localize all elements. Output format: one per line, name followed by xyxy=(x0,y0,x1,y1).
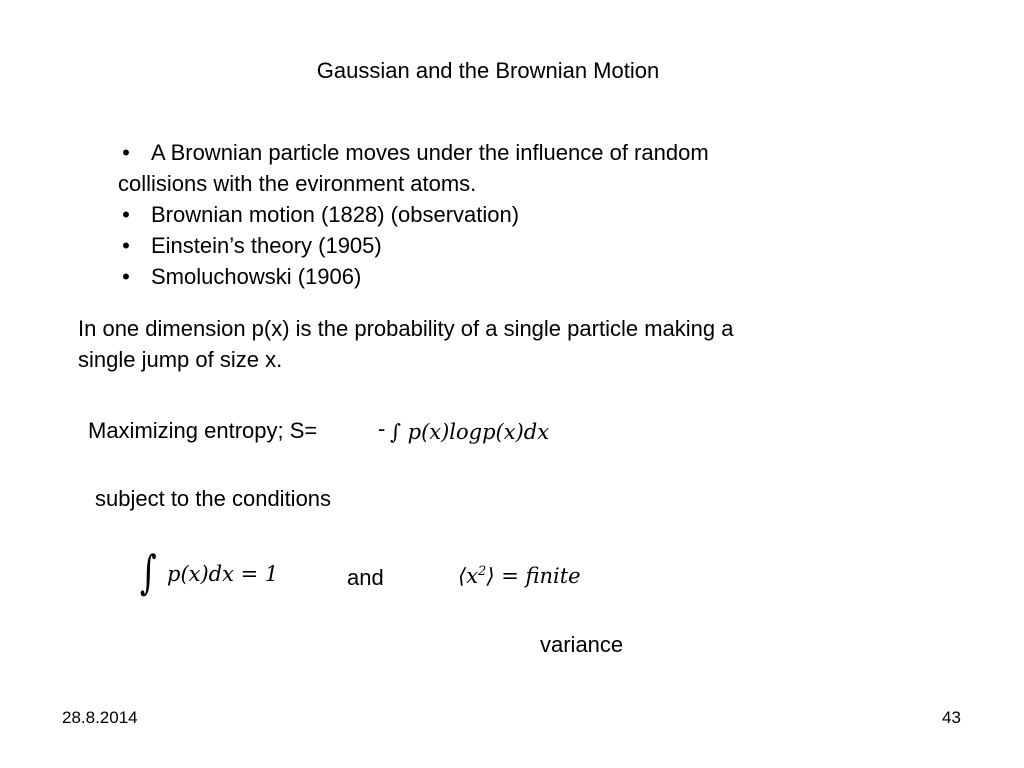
footer-page-number: 43 xyxy=(942,708,961,727)
bullet-item xyxy=(118,261,709,292)
variance-condition-open: ⟨x xyxy=(458,564,479,588)
entropy-label: Maximizing entropy; S= xyxy=(88,418,318,443)
bullet-marker: • xyxy=(122,202,130,227)
bullet-text: Brownian motion (1828) (observation) xyxy=(151,202,520,227)
variance-condition xyxy=(458,564,581,588)
bullet-marker: • xyxy=(122,233,130,258)
bullet-item xyxy=(118,199,709,230)
variance-label: variance xyxy=(540,632,624,657)
probability-paragraph xyxy=(78,313,878,375)
variance-condition-close: ⟩ = finite xyxy=(486,564,581,588)
slide-title: Gaussian and the Brownian Motion xyxy=(316,58,660,83)
paragraph-line: In one dimension p(x) is the probability of a single particle making a xyxy=(78,316,734,341)
normalization-condition: p(x)dx = 1 xyxy=(167,562,279,586)
paragraph-line: single jump of size x. xyxy=(78,347,283,372)
and-connector: and xyxy=(347,565,384,590)
bullet-text: Smoluchowski (1906) xyxy=(151,264,362,289)
bullet-text: A Brownian particle moves under the influence of random xyxy=(151,140,709,165)
bullet-item xyxy=(118,137,709,199)
entropy-formula xyxy=(390,420,549,444)
integral-symbol: ∫ xyxy=(390,420,401,444)
conditions-label: subject to the conditions xyxy=(95,486,332,511)
variance-condition-power: 2 xyxy=(478,564,487,579)
bullet-continuation-text: collisions with the evironment atoms. xyxy=(118,171,477,196)
normalization-integral-symbol: ∫ xyxy=(140,545,157,599)
footer-date: 28.8.2014 xyxy=(62,708,138,727)
bullet-list xyxy=(118,137,709,292)
bullet-marker: • xyxy=(122,264,130,289)
entropy-minus-sign: - xyxy=(378,416,386,441)
bullet-text: Einstein’s theory (1905) xyxy=(151,233,382,258)
bullet-item xyxy=(118,230,709,261)
entropy-integrand: p(x)logp(x)dx xyxy=(400,420,550,444)
bullet-marker: • xyxy=(122,140,130,165)
